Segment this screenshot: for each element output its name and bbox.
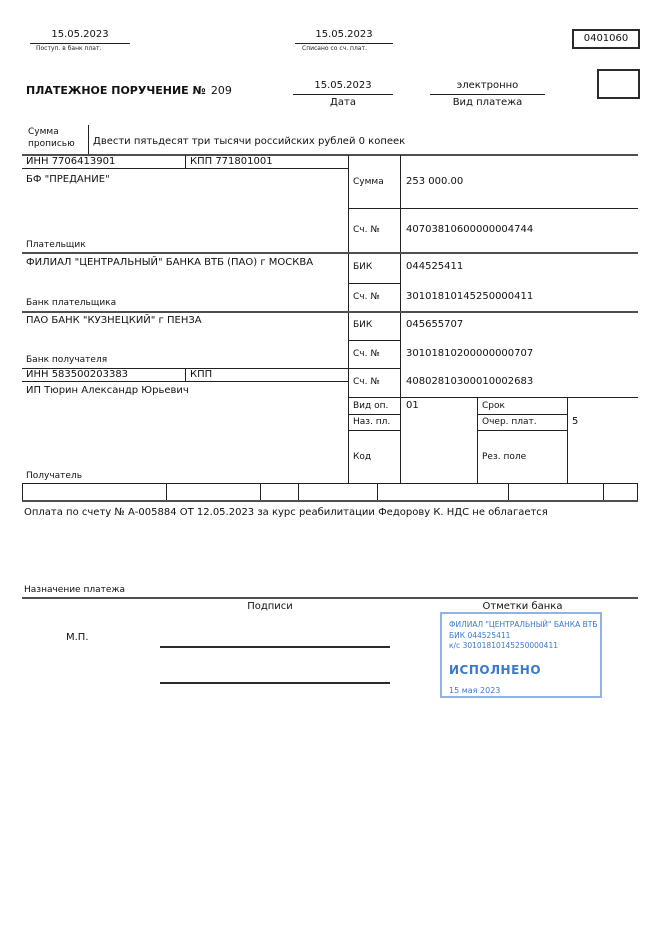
form-code-box: 0401060: [572, 29, 640, 49]
amount-words-label-line2: прописью: [28, 139, 75, 149]
date-received-bank: 15.05.2023: [51, 29, 109, 40]
amount-value: 253 000.00: [406, 176, 464, 187]
op-block-top-line: [348, 397, 638, 398]
date-received-underline: [30, 43, 130, 44]
document-date-underline: [293, 94, 393, 95]
payee-bank-label: Банк получателя: [26, 355, 108, 365]
payee-account-value: 40802810300010002683: [406, 376, 534, 387]
date-debited-underline: [295, 43, 393, 44]
bank-marks-label: Отметки банка: [482, 601, 563, 612]
amount-words-divider: [88, 125, 89, 154]
payee-bank-name: ПАО БАНК "КУЗНЕЦКИЙ" г ПЕНЗА: [26, 315, 202, 326]
table-right-block-divider: [348, 155, 349, 483]
payer-name: БФ "ПРЕДАНИЕ": [26, 174, 110, 185]
payer-bank-section-line: [22, 311, 638, 313]
op-kind-label: Вид оп.: [353, 401, 389, 411]
payer-inn-kpp-divider: [185, 155, 186, 168]
signatures-label: Подписи: [247, 601, 293, 612]
payer-section-line: [22, 252, 638, 254]
payee-bank-account-label: Сч. №: [353, 349, 380, 359]
amount-label: Сумма: [353, 177, 384, 187]
payment-kind-label: Вид платежа: [452, 97, 523, 108]
document-title-text: ПЛАТЕЖНОЕ ПОРУЧЕНИЕ №: [26, 84, 206, 97]
payer-bank-name: ФИЛИАЛ "ЦЕНТРАЛЬНЫЙ" БАНКА ВТБ (ПАО) г МОСКВА: [26, 257, 314, 268]
payee-bank-bik-line: [348, 340, 400, 341]
payee-inn-kpp-divider: [185, 368, 186, 381]
table-label-column-divider: [400, 155, 401, 483]
document-number: 209: [210, 84, 232, 97]
payee-name: ИП Тюрин Александр Юрьевич: [26, 385, 189, 396]
mp-label: М.П.: [66, 632, 89, 643]
footer-cell-border-4: [298, 483, 299, 500]
payee-kpp: КПП: [190, 369, 213, 380]
payer-inn: ИНН 7706413901: [26, 156, 116, 167]
payer-bank-bik-line: [348, 283, 400, 284]
stamp-corr-account: к/с 30101810145250000411: [449, 641, 558, 650]
amount-words-label-line1: Сумма: [28, 127, 59, 137]
date-debited-account: 15.05.2023: [315, 29, 373, 40]
document-date-label: Дата: [330, 97, 356, 108]
payer-account-value: 40703810600000004744: [406, 224, 534, 235]
payee-bank-bik-value: 045655707: [406, 319, 464, 330]
stamp-bank-name: ФИЛИАЛ "ЦЕНТРАЛЬНЫЙ" БАНКА ВТБ: [449, 620, 598, 629]
payee-inn-row-line: [22, 381, 348, 382]
footer-cell-border-2: [166, 483, 167, 500]
signature-line-1: [160, 646, 390, 648]
date-debited-caption: Списано со сч. плат.: [302, 45, 367, 52]
term-row-line: [477, 414, 567, 415]
date-received-caption: Поступ. в банк плат.: [36, 45, 102, 52]
signature-line-2: [160, 682, 390, 684]
amount-words-value: Двести пятьдесят три тысячи российских рублей 0 копеек: [93, 136, 406, 147]
payer-kpp: КПП 771801001: [190, 156, 273, 167]
payee-section-line: [22, 483, 638, 484]
payee-bank-bik-label: БИК: [353, 320, 373, 330]
stamp-date: 15 мая 2023: [449, 685, 501, 695]
payer-bank-bik-label: БИК: [353, 262, 373, 272]
priority-value: 5: [572, 416, 579, 427]
priority-label: Очер. плат.: [482, 417, 537, 427]
op-kind-row-line: [348, 414, 400, 415]
payer-bank-account-value: 30101810145250000411: [406, 291, 534, 302]
bank-stamp: [440, 612, 602, 698]
payer-inn-row-line: [22, 168, 348, 169]
code-label: Код: [353, 452, 372, 462]
payment-purpose-label: Назначение платежа: [24, 585, 126, 595]
stamp-bik: БИК 044525411: [449, 630, 511, 640]
table-bottom-line: [22, 500, 638, 502]
amount-row-line: [348, 208, 638, 209]
naz-pl-label: Наз. пл.: [353, 417, 391, 427]
footer-cell-border-5: [377, 483, 378, 500]
payment-kind-value: электронно: [456, 80, 519, 91]
payer-bank-label: Банк плательщика: [26, 298, 117, 308]
stamp-status: ИСПОЛНЕНО: [449, 662, 542, 677]
priority-row-line: [477, 430, 567, 431]
payer-bank-bik-value: 044525411: [406, 261, 464, 272]
payment-kind-underline: [430, 94, 545, 95]
op-block-right-divider: [567, 397, 568, 483]
footer-cell-border-8: [637, 483, 638, 500]
op-block-mid-divider: [477, 397, 478, 483]
purpose-section-line: [22, 597, 638, 599]
op-kind-value: 01: [406, 400, 419, 411]
payee-inn: ИНН 583500203383: [26, 369, 129, 380]
document-title: [26, 79, 232, 98]
payer-bank-account-label: Сч. №: [353, 292, 380, 302]
footer-cell-border-1: [22, 483, 23, 500]
naz-pl-row-line: [348, 430, 400, 431]
footer-cell-border-6: [508, 483, 509, 500]
payee-account-label: Сч. №: [353, 377, 380, 387]
footer-cell-border-7: [603, 483, 604, 500]
status-field-box: [597, 69, 640, 99]
payment-purpose-text: Оплата по счету № А-005884 ОТ 12.05.2023 за курс реабилитации Федорову К. НДС не облагается: [24, 507, 548, 518]
payer-account-label: Сч. №: [353, 225, 380, 235]
term-label: Срок: [482, 401, 505, 411]
res-field-label: Рез. поле: [482, 452, 527, 462]
payer-label: Плательщик: [26, 240, 86, 250]
payee-label: Получатель: [26, 471, 83, 481]
document-date: 15.05.2023: [314, 80, 372, 91]
footer-cell-border-3: [260, 483, 261, 500]
payee-bank-account-value: 30101810200000000707: [406, 348, 534, 359]
